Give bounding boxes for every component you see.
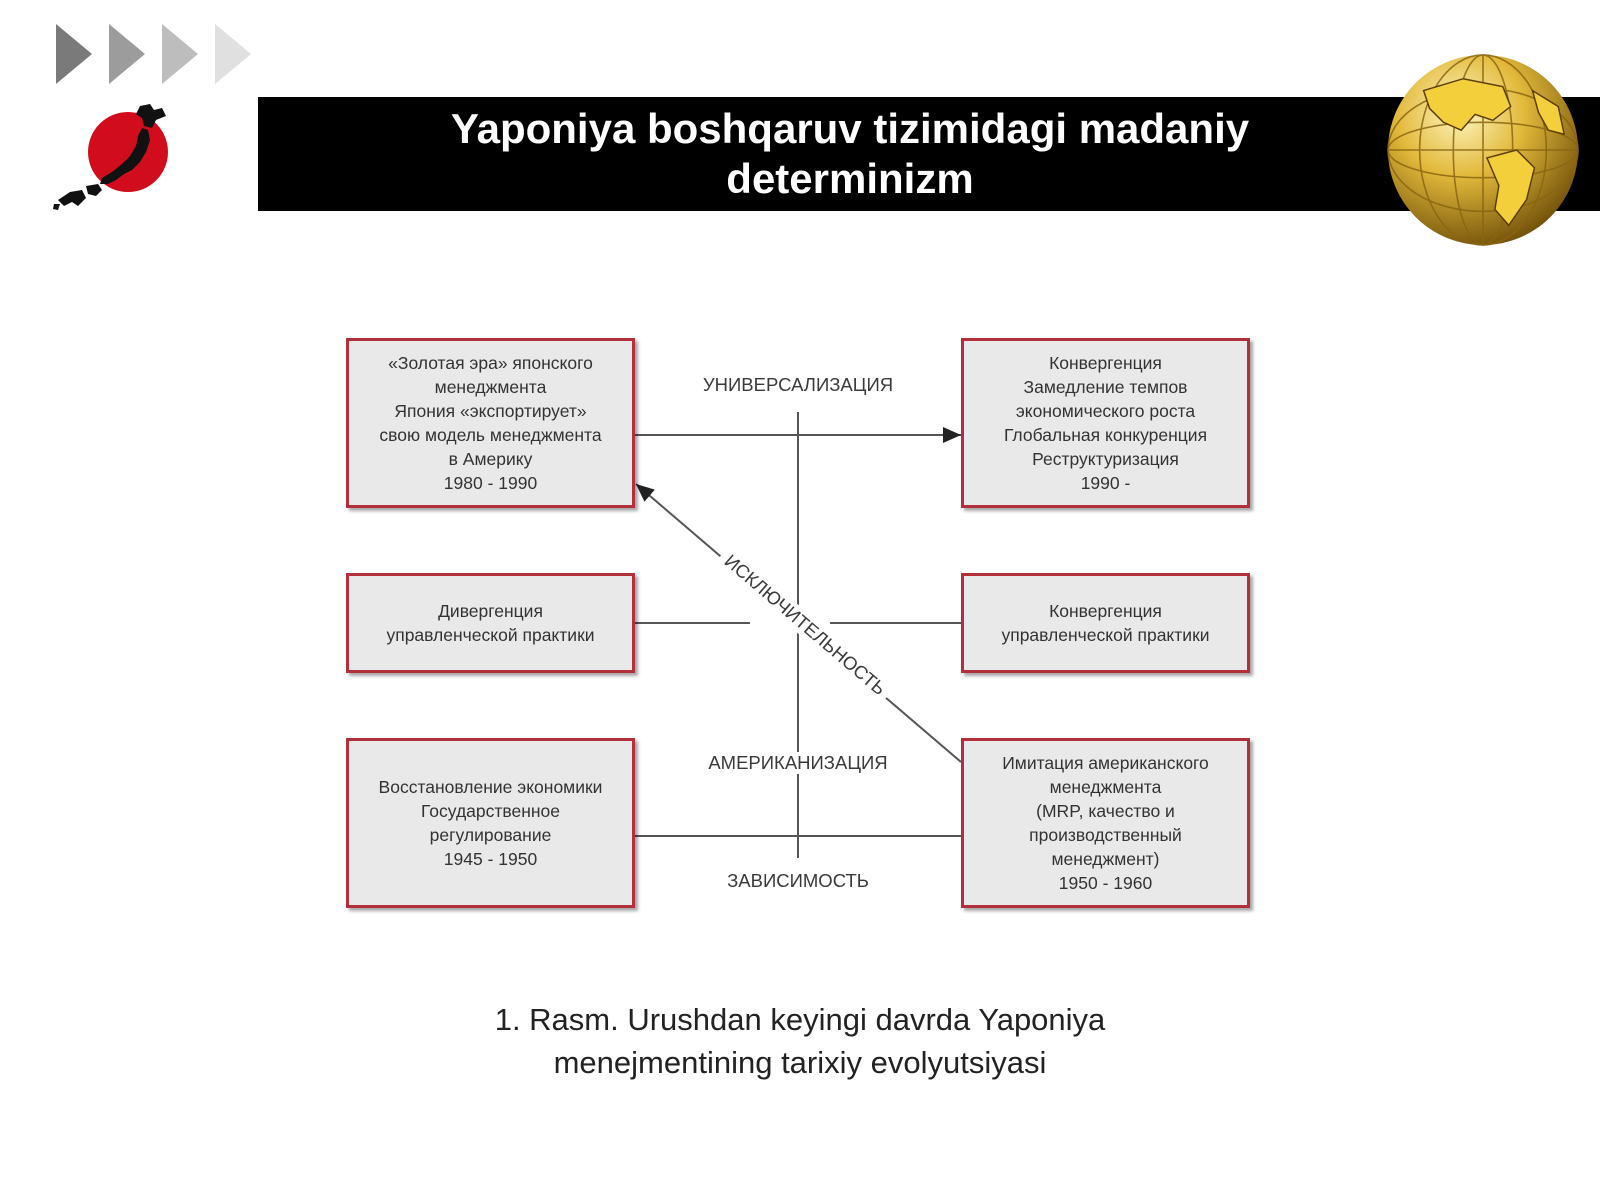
box-text-line: менеджмента [1049, 777, 1162, 797]
box-text-line: Замедление темпов [1023, 377, 1188, 397]
box-text-line: Восстановление экономики [378, 777, 603, 797]
box-golden-era [346, 338, 635, 508]
box-recovery [346, 738, 635, 908]
box-text-line: Государственное [420, 801, 561, 821]
box-text-line: производственный [1029, 825, 1182, 845]
box-text-line: «Золотая эра» японского [388, 353, 593, 373]
box-text-line: управленческой практики [386, 625, 595, 645]
box-text-line: в Америку [448, 449, 533, 469]
box-text-line: (MRP, качество и [1036, 801, 1175, 821]
caption-line2: menejmentining tarixiy evolyutsiyasi [553, 1045, 1047, 1080]
box-text-line: менеджмента [434, 377, 547, 397]
box-text-line: 1990 - [1080, 473, 1131, 493]
label-exceptionalism: ИСКЛЮЧИТЕЛЬНОСТЬ [715, 546, 895, 704]
label-dependence: ЗАВИСИМОСТЬ [712, 870, 884, 892]
box-text-line: менеджмент) [1051, 849, 1160, 869]
box-text-line: Имитация американского [1002, 753, 1209, 773]
box-text-line: Конвергенция [1049, 353, 1162, 373]
box-imitation [961, 738, 1250, 908]
figure-caption [380, 998, 1220, 1084]
box-text-line: Япония «экспортирует» [394, 401, 587, 421]
box-text-line: Дивергенция [438, 601, 543, 621]
box-text-line: Конвергенция [1049, 601, 1162, 621]
label-universalization: УНИВЕРСАЛИЗАЦИЯ [688, 374, 908, 396]
box-text-line: 1980 - 1990 [443, 473, 538, 493]
box-text-line: экономического роста [1015, 401, 1196, 421]
box-text-line: управленческой практики [1001, 625, 1210, 645]
label-americanization: АМЕРИКАНИЗАЦИЯ [693, 752, 903, 774]
box-text-line: 1950 - 1960 [1058, 873, 1153, 893]
box-text-line: Реструктуризация [1032, 449, 1179, 469]
box-text-line: 1945 - 1950 [443, 849, 538, 869]
slide-title-line1: Yaponiya boshqaruv tizimidagi madaniy [450, 105, 1250, 152]
box-text-line: Глобальная конкуренция [1003, 425, 1208, 445]
box-convergence-practice [961, 573, 1250, 673]
box-text-line: свою модель менеджмента [379, 425, 602, 445]
slide-title-line2: determinizm [726, 155, 974, 202]
box-divergence [346, 573, 635, 673]
caption-line1: 1. Rasm. Urushdan keyingi davrda Yaponiya [494, 1002, 1106, 1037]
box-text-line: регулирование [429, 825, 552, 845]
box-convergence-1990 [961, 338, 1250, 508]
